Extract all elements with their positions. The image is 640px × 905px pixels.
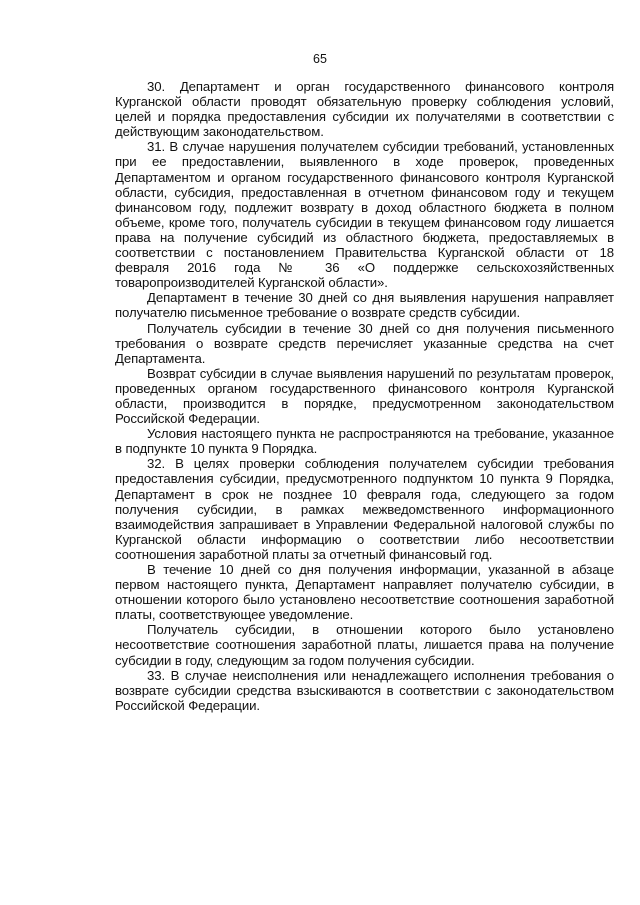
document-body [115, 79, 614, 713]
paragraph-item-33: 33. В случае неисполнения или ненадлежащего исполнения требования о возврате субсидии средства взыскиваются в соответствии с законодательством Российской Федерации. [115, 667, 614, 713]
paragraph-return-notice: Департамент в течение 30 дней со дня выявления нарушения направляет получателю письменное требование о возврате средств субсидии. [115, 290, 614, 321]
page-number: 65 [313, 52, 327, 66]
paragraph-item-31: 31. В случае нарушения получателем субсидии требований, установленных при ее предоставлении, выявленного в ходе проверок, проведенных Департаментом и органом государственного финансового контроля Курганской области, субсидия, предоставленная в отчетном финансовом году и текущем финансовом году, подлежит возврату в доход областного бюджета в полном объеме, кроме того, получатель субсидии в текущем финансовом году лишается права на получение субсидий из областного бюджета, предоставляемых в соответствии с постановлением Правительства Курганской области от 18 февраля 2016 года № 36 «О поддержке сельскохозяйственных товаропроизводителей Курганской области». [115, 139, 614, 291]
paragraph-item-32: 32. В целях проверки соблюдения получателем субсидии требования предоставления субсидии, предусмотренного подпунктом 10 пункта 9 Порядка, Департамент в срок не позднее 10 февраля года, следующего за годом получения субсидии, в рамках межведомственного информационного взаимодействия запрашивает в Управлении Федеральной налоговой службы по Курганской области информацию о соответствии либо несоответствии соотношения заработной платы за отчетный финансовый год. [115, 456, 614, 562]
paragraph-deprivation: Получатель субсидии, в отношении которого было установлено несоответствие соотношения заработной платы, лишается права на получение субсидии в году, следующим за годом получения субсидии. [115, 622, 614, 668]
paragraph-return-transfer: Получатель субсидии в течение 30 дней со дня получения письменного требования о возврате средств перечисляет указанные средства на счет Департамента. [115, 320, 614, 366]
paragraph-item-30: 30. Департамент и орган государственного финансового контроля Курганской области проводят обязательную проверку соблюдения условий, целей и порядка предоставления субсидии их получателями в соответствии с действующим законодательством. [115, 79, 614, 140]
paragraph-notification: В течение 10 дней со дня получения информации, указанной в абзаце первом настоящего пункта, Департамент направляет получателю субсидии, в отношении которого было установлено несоответствие соотношения заработной платы, соответствующее уведомление. [115, 562, 614, 623]
paragraph-exception: Условия настоящего пункта не распространяются на требование, указанное в подпункте 10 пункта 9 Порядка. [115, 426, 614, 457]
paragraph-return-by-control: Возврат субсидии в случае выявления нарушений по результатам проверок, проведенных органом государственного финансового контроля Курганской области, производится в порядке, предусмотренном законодательством Российской Федерации. [115, 365, 614, 427]
